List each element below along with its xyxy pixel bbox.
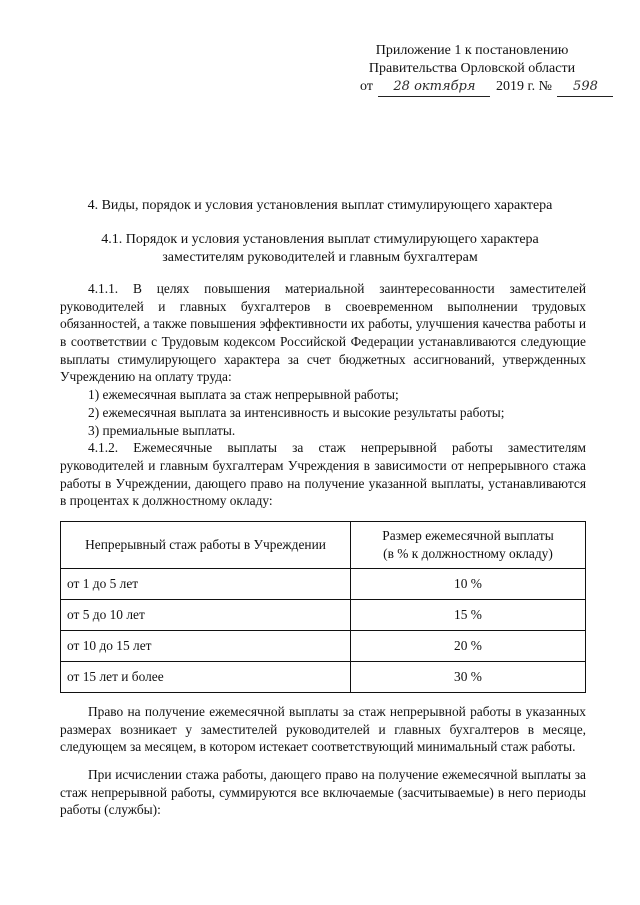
year-number-label: 2019 г. № (495, 79, 552, 95)
subsection-title-line-2: заместителям руководителей и главным бухгалтерам (162, 250, 478, 266)
cell-value: 30 % (351, 662, 586, 693)
from-label: от (360, 79, 373, 95)
table-row (61, 569, 586, 600)
list-item-1: 1) ежемесячная выплата за стаж непрерывной работы; (88, 387, 399, 403)
payment-table (60, 521, 586, 693)
cell-value: 20 % (351, 631, 586, 662)
cell-period: от 1 до 5 лет (61, 569, 351, 600)
after-table-text (60, 703, 586, 829)
cell-period: от 15 лет и более (61, 662, 351, 693)
header-cell-period: Непрерывный стаж работы в Учреждении (61, 522, 351, 569)
body-text (60, 280, 586, 510)
section-title: 4. Виды, порядок и условия установления выплат стимулирующего характера (87, 198, 553, 213)
list-item-2: 2) ежемесячная выплата за интенсивность и высокие результаты работы; (88, 404, 505, 420)
header-amount-line-1: Размер ежемесячной выплаты (382, 528, 554, 544)
handwritten-number: 598 (557, 79, 613, 97)
paragraph-entitlement: Право на получение ежемесячной выплаты за стаж непрерывной работы в указанных размерах возникает у заместителей руководителей и главных бухгалтеров в месяце, следующем за месяцем, в котором истекает соответствующий минимальный стаж работы. (60, 704, 586, 755)
table-row (61, 600, 586, 631)
appendix-line-2: Правительства Орловской области (368, 61, 576, 77)
list-item-3: 3) премиальные выплаты. (88, 422, 236, 438)
table-row (61, 662, 586, 693)
appendix-date-line (352, 78, 598, 97)
subsection-title (70, 231, 570, 267)
subsection-title-line-1: 4.1. Порядок и условия установления выплат стимулирующего характера (101, 232, 539, 247)
cell-value: 10 % (351, 569, 586, 600)
handwritten-date: 28 октября (378, 79, 490, 97)
table-header-row (61, 522, 586, 569)
appendix-line-1: Приложение 1 к постановлению (375, 43, 569, 58)
header-amount-line-2: (в % к должностному окладу) (383, 546, 553, 561)
cell-period: от 10 до 15 лет (61, 631, 351, 662)
paragraph-calculation: При исчислении стажа работы, дающего право на получение ежемесячной выплаты за стаж непрерывной работы, суммируются все включаемые (засчитываемые) в него периоды работы (службы): (60, 767, 586, 818)
cell-value: 15 % (351, 600, 586, 631)
paragraph-4-1-1: 4.1.1. В целях повышения материальной заинтересованности заместителей руководителей и главных бухгалтеров в своевременном выполнении трудовых обязанностей, а также повышения эффективности их работы, улучшения качества работы и в соответствии с Трудовым кодексом Российской Федерации устанавливаются следующие выплаты стимулирующего характера за счет бюджетных ассигнований, утвержденных Учреждению на оплату труда: (60, 281, 586, 385)
cell-period: от 5 до 10 лет (61, 600, 351, 631)
table-row (61, 631, 586, 662)
header-cell-amount (351, 522, 586, 569)
paragraph-4-1-2: 4.1.2. Ежемесячные выплаты за стаж непрерывной работы заместителям руководителей и главным бухгалтерам Учреждения в зависимости от непрерывного стажа работы в Учреждении, дающего право на получение указанной выплаты, устанавливаются в процентах к должностному окладу: (60, 440, 586, 509)
appendix-header (352, 42, 598, 97)
